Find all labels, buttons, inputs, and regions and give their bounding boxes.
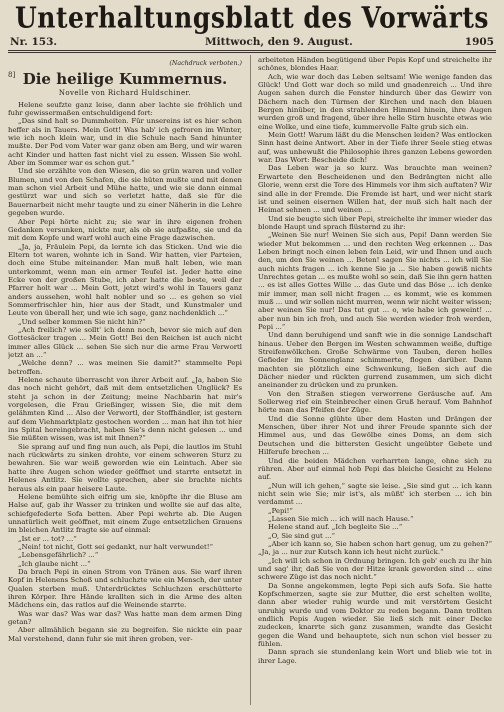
paragraph: „Weinen Sie nur! Weinen Sie sich aus, Pepi! Dann werden Sie wieder Mut bekommen ... und den rechten Weg erkennen ... Das Leben bringt noch einen leben fein Leid, wir und Ihnen und auch den, um den Sie weinen ... Beten! sagen Sie nichts ... ich will Sie auch nichts fragen ... ich kenne Sie ja ... Sie haben gewiß nichts Unrechtes getan ... es mußte wohl so sein, daß Sie ihn gern hatten ... es ist alles Gottes Wille ... das Gute und das Böse ... ich denke mir immer, man soll nicht fragen ... es kommt, wie es kommen muß ... und wir sollen nicht murren, wenn wir nicht weiter wissen; aber weinen Sie nur! Das tut gut ... o, wie habe ich geweint! ... aber nun bin ich froh, und auch Sie werden wieder froh werden, Pepi ...“ bbox=[258, 231, 492, 331]
issue-year: 1905 bbox=[464, 36, 494, 48]
paragraph: Und die Sonne glühte über dem Hasten und Drängen der Menschen, über ihrer Not und ihrer Freude spannte sich der Himmel aus, und das Gewölbe eines Doms, an dem sich Deutschen und die bittersten Gesicht ungeübter Gebete und Hilferufe brechen ... bbox=[258, 414, 492, 457]
paragraph: „Ich glaube nicht ...“ bbox=[18, 559, 91, 568]
paragraph: „Und selber kommen Sie nicht hin?“ bbox=[18, 317, 146, 326]
issue-date: Mittwoch, den 9. August. bbox=[205, 36, 353, 48]
paragraph: „Lebensgefährlich? ...“ bbox=[18, 551, 99, 560]
paragraph: Da Sonne angekommen, legte Pepi sich aufs Sofa. Sie hatte Kopfschmerzen, sagte sie zur Mutter, die erst schelten wollte, dann aber wieder ruhig wurde und mit verstörtem Gesicht unruhig wurde und vom Doktor zu reden begann. Dann trollten endlich Pepis Augen wieder. Sie ließ sich mit einer Decke zudecken, knarrte sich ganz zusammen, wandte das Gesicht gegen die Wand und behauptete, sich nun schon viel besser zu fühlen. bbox=[258, 581, 492, 649]
paragraph: Und die beiden Mädchen verharrten lange, ohne sich zu rühren. Aber auf einmal hob Pepi das bleiche Gesicht zu Helene auf. bbox=[258, 456, 492, 482]
paragraph: Helene bemühte sich eifrig um sie, knöpfte ihr die Bluse am Halse auf, gab ihr Wasser zu trinken und wollte sie auf das alte, schiefgefederte Sofa betten. Aber Pepi wehrte ab. Die Augen unnatürlich weit geöffnet, mit einem Zuge entsetzlichen Grauens im bleichen Antlitz fragte sie auf einmal: bbox=[8, 492, 242, 535]
right-column bbox=[258, 56, 492, 708]
paragraph: Helene seufzte ganz leise, dann aber lachte sie fröhlich und fuhr gewissermaßen entschuldigend fort: bbox=[8, 100, 242, 118]
issue-number: Nr. 153. bbox=[10, 36, 58, 48]
header-rule bbox=[8, 50, 496, 51]
paragraph: Das Leben war ja so kurz. Was brauchte man weinen? Erwartete den Bescheidenen und den Bedrängten nicht alle Glorie, wenn erst die Tore des Himmels vor ihm sich auftaten? Wir sind alle in der Fremde. Die Fremde ist hart, und wer nicht stark ist und seinen eisernen Willen hat, der muß sich halt nach der Heimat sehnen ... und weinen ... bbox=[258, 164, 492, 215]
paragraph: Aber allmählich begann sie zu begreifen. Sie nickte ein paar Mal verstehend, dann fuhr sie mit ihren groben, ver- bbox=[8, 626, 242, 643]
reprint-note: (Nachdruck verboten.) bbox=[169, 60, 242, 67]
article-title: Die heilige Kummernus. bbox=[22, 70, 228, 89]
installment-marker: 8] bbox=[8, 71, 16, 79]
paragraph: Aber Pepi hörte nicht zu; sie war in ihre eigenen frohen Gedanken versunken, nickte nur, als ob sie aufpaßte, sie und da mit dem Kopfe und warf wohl auch eine Frage dazwischen. bbox=[8, 217, 242, 243]
left-column bbox=[8, 56, 242, 708]
paragraph: Helene stand auf. „Ich begleite Sie ...“ bbox=[268, 523, 403, 532]
paragraph: „Ach freilich? wie sollt' ich denn noch, bevor sie mich auf den Gottesäcker tragen ... Mein Gott! Bei den Reichen ist auch nicht immer alles Glück ... sehen Sie sich nur die arme Frau Verwortl jetzt an ...“ bbox=[8, 325, 242, 359]
paragraph: „Nun will ich gehen,“ sagte sie leise. „Sie sind gut ... ich kann nicht sein wie Sie; mir ist's, als müßt' ich sterben ... ich bin verdammt ... bbox=[258, 481, 492, 507]
paragraph: Dann sprach sie stundenlang kein Wort und blieb wie tot in ihrer Lage. bbox=[258, 648, 492, 665]
paragraph: „Aber ich kann so, Sie haben schon hart genug, um zu gehen?“ „Ja, ja ... nur zur Kutsch kann ich heut nicht zurück.“ bbox=[258, 539, 492, 557]
paragraph: „Ich will ich schon in Ordnung bringen. Ich geb' euch zu ihr hin und sag' ihr, daß Sie von der Hitze krank geworden sind ... eine schwere Züge ist das noch nicht.“ bbox=[258, 556, 492, 582]
paragraph: Und dann beruhigend und sanft wie in die sonnige Landschaft hinaus. Ueber den Bergen im Westen schwammen weiße, duftige Streifenwölkchen. Große Schwärme von Tauben, deren helles Gefieder im Sonnenglanz schimmerte, flogen darüber. Dann machten sie plötzlich eine Schwenkung, ließen sich auf die Dächer nieder und rückten gurrend zusammen, um sich dicht aneinander zu drücken und zu prunken. bbox=[258, 331, 492, 390]
paragraph: „Welche denn? ... was meinen Sie damit?“ stammelte Pepi betroffen. bbox=[8, 359, 242, 376]
article-byline: Novelle von Richard Huldschiner. bbox=[58, 89, 192, 98]
paragraph: „Das sind halt so Dummheiten. Für unsereins ist es hier schon heffer als in Tauers. Mein Gott! Was hab' ich gefroren im Winter, wie ich noch klein war, und in die Schule nach Sand hinunter mußte. Der Pod vom Vater war ganz oben am Berg, und wir waren acht Kinder und hatten fast nicht viel zu essen. Wissen Sie wohl. Aber im Sommer war es schon gut.“ bbox=[8, 117, 242, 168]
left-column-text bbox=[8, 101, 242, 687]
paragraph: arbeiteten Händen begütigend über Pepis Kopf und streichelte ihr schönes, blondes Haar. bbox=[258, 56, 492, 73]
header-rule-double bbox=[8, 52, 496, 53]
paragraph: „Ist er ... tot? ...“ bbox=[18, 534, 77, 543]
paragraph: Da brach Pepi in einen Strom von Tränen aus. Sie warf ihren Kopf in Helenens Schoß und schluchzte wie ein Mensch, der unter Qualen sterben muß. Unterdrücktes Schluchzen erschütterte ihren Körper. Ihre Hände krallten sich in die Arme des alten Mädchens ein, das ratlos auf die Weinende starrte. bbox=[8, 567, 242, 610]
right-column-text bbox=[258, 56, 492, 708]
paragraph: „Ja, ja, Fräulein Pepi, da lernte ich das Sticken. Und wie die Eltern tot waren, wohnte ich in Sand. Wir hatten, vier Parteien, doch eine Stube miteinander. Man muß halt leben, wie man unterkommt, wenn man ein armer Teufel ist. Jeder hatte eine Ecke von der großen Stube, ich aber hatte die beste, weil der Pfarrer holt war ... Mein Gott, jetzt wird's wohl in Tauers ganz anders aussehen, wohl halt nobler und so ... es gehen so viel Sommerfrischler hin, hier aus der Stadt, und Kunstmaler und Leute von überall her, und wie ich sage, ganz nachdenklich ...“ bbox=[8, 242, 242, 318]
paragraph: Helene schaute überrascht von ihrer Arbeit auf. „Ja, haben Sie das noch nicht gehört, daß mit dem entsetzlichen Unglück? Es steht ja schon in der Zeitung; meine Nachbarin hat mir's vorgelesen, die Frau Grießinger, wissen Sie, die mit dem gelähmten Kind ... Also der Verwortl, der Stoffhändler, ist gestern auf dem Viehmarktplatz gestochen worden ... man hat ihn tot hier ins Spital hereingebracht, haben Sie's denn nicht gelesen ... und Sie müßten wissen, was ist mit Ihnen?“ bbox=[8, 376, 242, 443]
column-divider bbox=[250, 55, 251, 705]
paragraph: Was war das? Was war das? Was hatte man dem armen Ding getan? bbox=[8, 609, 242, 626]
paragraph: „O, Sie sind gut ...“ bbox=[268, 531, 336, 540]
dateline bbox=[10, 36, 494, 50]
paragraph: Mein Gott! Warum läßt du die Menschen leiden? Was entlocken Sinn hast deine Antwort. Aber in der Tiefe ihrer Seele stieg etwas auf, was unbewußt die Philosophie ihres ganzen Lebens geworden war. Das Wort: Bescheide dich! bbox=[258, 131, 492, 165]
masthead-title: Unterhaltungsblatt des Vorwärts bbox=[14, 0, 490, 35]
paragraph: Und sie beugte sich über Pepi, streichelte ihr immer wieder das blonde Haupt und sprach flüsternd zu ihr: bbox=[258, 214, 492, 231]
paragraph: Und sie erzählte von den Wiesen, die so grün waren und voller Blumen, und von den Schafen, die sie hüten mußte und mit denen man schon viel Arbeit und Mühe hatte, und wie sie dann einmal gestürzt war und sich so verletzt hatte, daß sie für die Bauernarbeit nicht mehr taugte und zu einer Näherin in die Lehre gegeben wurde. bbox=[8, 167, 242, 218]
paragraph: Von den Straßen stiegen verworrene Geräusche auf. Am Sollerweg rief ein Steinbrecher einen Gruß herauf. Vom Bahnhof hörte man das Pfeifen der Züge. bbox=[258, 389, 492, 415]
paragraph: Sie sprang auf und fing nun auch, als Pepi, die lautlos im Stuhl nach rückwärts zu sinken drohte, vor einem schweren Sturz zu bewahren. Sie war weiß geworden wie ein Leintuch. Aber sie hatte ihre Augen schon wieder geöffnet und starrte entsetzt in Helenes Antlitz. Sie wollte sprechen, aber sie brachte nichts heraus als ein paar heisere Laute. bbox=[8, 442, 242, 493]
paragraph: „Lassen Sie mich ... ich will nach Hause.“ bbox=[268, 514, 414, 523]
paragraph: Ach, wie war doch das Leben seltsam! Wie wenige fanden das Glück! Und Gott war doch so mild und gnadenreich ... Und ihre Augen sahen durch die Fenster hindurch über das Gewirr von Dächern nach den Türmen der Kirchen und nach den blauen Bergen hinüber, in den strahlenden Himmel hinein, ihre Augen wurden groß und fragend, über ihre helle Stirn huschte etwas wie eine Wolke, und eine tiefe, kummervolle Falte grub sich ein. bbox=[258, 72, 492, 131]
paragraph: „Nein! tot nicht, Gott sei gedankt, nur halt verwundet!“ bbox=[18, 542, 214, 551]
paragraph: „Pepi!“ bbox=[268, 506, 293, 515]
